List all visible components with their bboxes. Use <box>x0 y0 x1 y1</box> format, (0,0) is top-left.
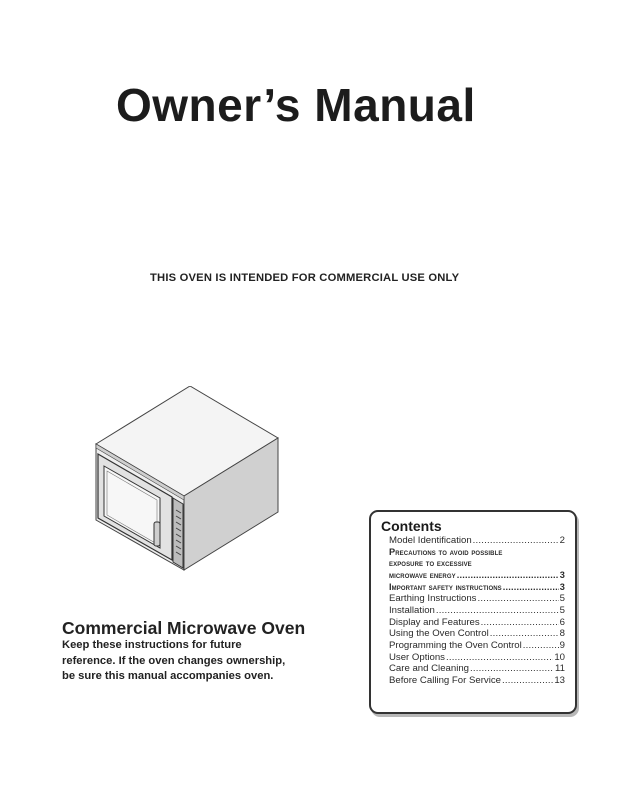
toc-item-label: exposure to excessive <box>389 558 472 569</box>
toc-item-label: Using the Oven Control <box>389 628 489 640</box>
product-description <box>62 638 322 685</box>
toc-item[interactable] <box>389 547 565 559</box>
toc-page-number: 11 <box>555 663 565 675</box>
toc-leader <box>446 652 553 664</box>
toc-leader <box>477 593 558 605</box>
toc-page-number: 5 <box>559 604 565 616</box>
toc-page-number: 10 <box>554 651 565 663</box>
toc-leader <box>502 675 553 687</box>
toc-item[interactable] <box>389 675 565 687</box>
toc-item[interactable] <box>389 535 565 547</box>
toc-item-label: User Options <box>389 651 445 663</box>
toc-page-number: 5 <box>559 593 565 605</box>
toc-item[interactable] <box>389 640 565 652</box>
toc-leader <box>457 570 559 582</box>
description-line: be sure this manual accompanies oven. <box>62 670 274 682</box>
microwave-oven-icon <box>88 386 280 576</box>
toc-item-label: Precautions to avoid possible <box>389 546 503 557</box>
toc-item-label: microwave energy <box>389 569 456 580</box>
toc-item[interactable] <box>389 605 565 617</box>
toc-item[interactable] <box>389 628 565 640</box>
toc-page-number: 13 <box>554 674 565 686</box>
toc-leader <box>481 617 559 629</box>
toc-leader <box>470 663 554 675</box>
toc-page-number: 8 <box>559 628 565 640</box>
toc-item[interactable] <box>389 617 565 629</box>
oven-control-panel <box>173 498 183 568</box>
toc-leader <box>436 605 559 617</box>
toc-page-number: 3 <box>559 569 565 580</box>
contents-box <box>369 510 577 714</box>
toc-item-label: Earthing Instructions <box>389 593 477 605</box>
toc-leader <box>503 582 559 594</box>
table-of-contents <box>389 535 565 687</box>
toc-page-number: 3 <box>559 581 565 592</box>
toc-leader <box>490 628 559 640</box>
toc-item[interactable] <box>389 582 565 594</box>
toc-item-label: Before Calling For Service <box>389 674 501 686</box>
toc-item[interactable] <box>389 652 565 664</box>
toc-item[interactable] <box>389 558 565 570</box>
toc-item[interactable] <box>389 570 565 582</box>
toc-page-number: 2 <box>559 535 565 546</box>
toc-item-label: Programming the Oven Control <box>389 639 522 651</box>
toc-item-label: Important safety instructions <box>389 581 502 592</box>
product-title: Commercial Microwave Oven <box>62 618 306 638</box>
oven-handle <box>154 522 160 546</box>
commercial-use-notice: THIS OVEN IS INTENDED FOR COMMERCIAL USE ONLY <box>150 272 460 284</box>
toc-leader <box>523 640 559 652</box>
toc-item-label: Display and Features <box>389 616 480 628</box>
toc-item-label: Installation <box>389 604 435 616</box>
toc-item[interactable] <box>389 593 565 605</box>
toc-item-label: Care and Cleaning <box>389 663 470 675</box>
toc-item[interactable] <box>389 663 565 675</box>
description-line: reference. If the oven changes ownership, <box>62 654 286 667</box>
toc-item-label: Model Identification <box>389 535 472 546</box>
manual-title: Owner’s Manual <box>116 79 476 131</box>
toc-leader <box>473 535 559 547</box>
contents-title: Contents <box>381 518 442 534</box>
toc-page-number: 6 <box>559 616 565 628</box>
description-line: Keep these instructions for future <box>62 639 242 651</box>
toc-page-number: 9 <box>559 639 565 651</box>
